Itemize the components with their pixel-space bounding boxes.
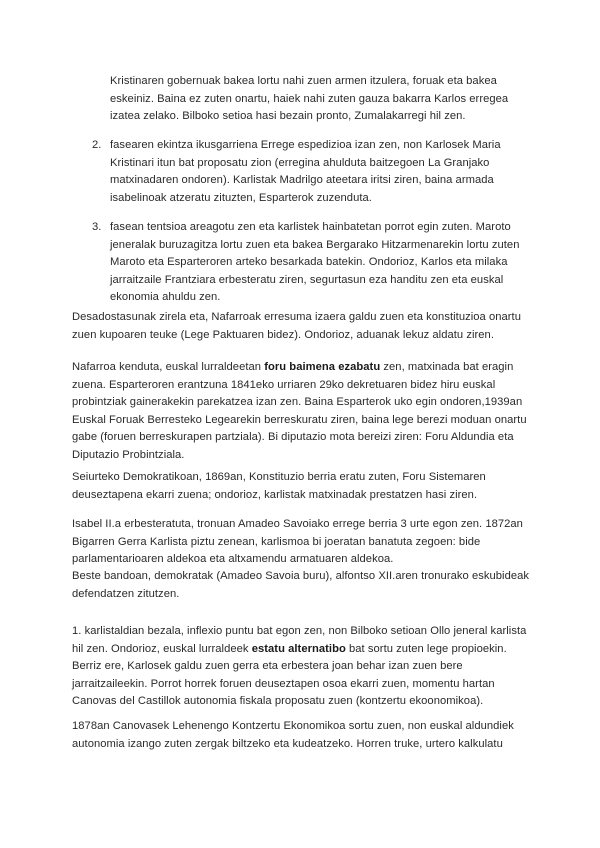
paragraph-karlistaldia (72, 623, 530, 711)
list-item-2-text: fasearen ekintza ikusgarriena Errege espedizioa izan zen, non Karlosek Maria Kristinari itun bat proposatu zion (erregina ahulduta baitzegoen La Granjako matxinadaren ondoren). Karlistak Madrilgo ateetara iritsi ziren, baina armada isabelinoak atzeratu zituzten, Esparterok zuzenduta. (110, 139, 501, 204)
nafarroa-bold-term: foru baimena ezabatu (264, 361, 381, 373)
list-intro-paragraph: Kristinaren gobernuak bakea lortu nahi zuen armen itzulera, foruak eta bakea eskeiniz. Baina ez zuten onartu, haiek nahi zuten gauza bakarra Karlos erregea izatea zelako. Bilboko setioa hasi bezain pronto, Zumalakarregi hil zen. (110, 75, 509, 122)
karlistaldia-bold-term: estatu alternatibo (251, 642, 346, 655)
paragraph-seiurteko: Seiurteko Demokratikoan, 1869an, Konstituzio berria eratu zuten, Foru Sistemaren deuseztapena ekarri zuena; ondorioz, karlistak matxinadak prestatzen hasi ziren. (72, 471, 486, 501)
paragraph-desadostasunak: Desadostasunak zirela eta, Nafarroak erresuma izaera galdu zuen eta konstituzioa onartu zuen kupoaren teuke (Lege Paktuaren bidez). Ondorioz, aduanak lekuz aldatu ziren. (72, 311, 521, 341)
nafarroa-text-before: Nafarroa kenduta, euskal lurraldeetan (72, 361, 265, 373)
paragraph-beste-bandoan: Beste bandoan, demokratak (Amadeo Savoia buru), alfontso XII.aren tronurako eskubideak defendatzen zitutzen. (72, 570, 530, 600)
list-item-2-number: 2. (92, 139, 102, 151)
list-item-3-number: 3. (92, 221, 102, 233)
karlistaldia-text-before: 1. karlistaldian bezala, inflexio puntu bat egon zen, non Bilboko setioan Ollo jeneral karlista hil zen. Ondorioz, euskal lurraldeek (72, 625, 527, 655)
nafarroa-text-after: zen, matxinada bat eragin zuena. Esparteroren erantzuna 1841eko urriaren 29ko dekretuaren bidez hiru euskal probintziak gainerakekin parekatzea izan zen. Baina Esparterok uko egin ondoren,1939an Euskal Foruak Berresteko Legearekin berreskuratu ziren, baina lege berezi moduan onartu gabe (foruen berreskurapen partziala). Bi diputazio mota bereizi ziren: Foru Aldundia eta Diputazio Probintziala. (72, 361, 527, 461)
paragraph-nafarroa (72, 359, 530, 464)
paragraph-isabel: Isabel II.a erbesteratuta, tronuan Amadeo Savoiako errege berria 3 urte egon zen. 1872an Bigarren Gerra Karlista piztu zenean, karlismoa bi joeratan banatuta zegoen: bide parlamentarioaren aldekoa eta altxamendu armatuaren aldekoa. (72, 518, 523, 565)
list-item-3-text: fasean tentsioa areagotu zen eta karlistek hainbatetan porrot egin zuten. Maroto jeneralak buruzagitza lortu zuen eta bakea Bergarako Hitzarmenarekin lortu zuten Maroto eta Esparteroren arteko besarkada batekin. Ondorioz, Karlos eta milaka jarraitzaile Frantziara erbesteratu ziren, segurtasun eza handitu zen eta euskal ekonomia ahuldu zen. (110, 221, 520, 303)
paragraph-1878: 1878an Canovasek Lehenengo Kontzertu Ekonomikoa sortu zuen, non euskal aldundiek autonomia izango zuten zergak biltzeko eta kudeatzeko. Horren truke, urtero kalkulatu (72, 720, 514, 750)
karlistaldia-text-after: bat sortu zuten lege propioekin. Berriz ere, Karlosek galdu zuen gerra eta erbestera joan behar izan zuen bere jarraitzaileekin. Porrot horrek foruen deuseztapen osoa ekarri zuen, momentu hartan Canovas del Castillok autonomia fiskala proposatu zuen (kontzertu ekoonomikoa). (72, 642, 507, 707)
